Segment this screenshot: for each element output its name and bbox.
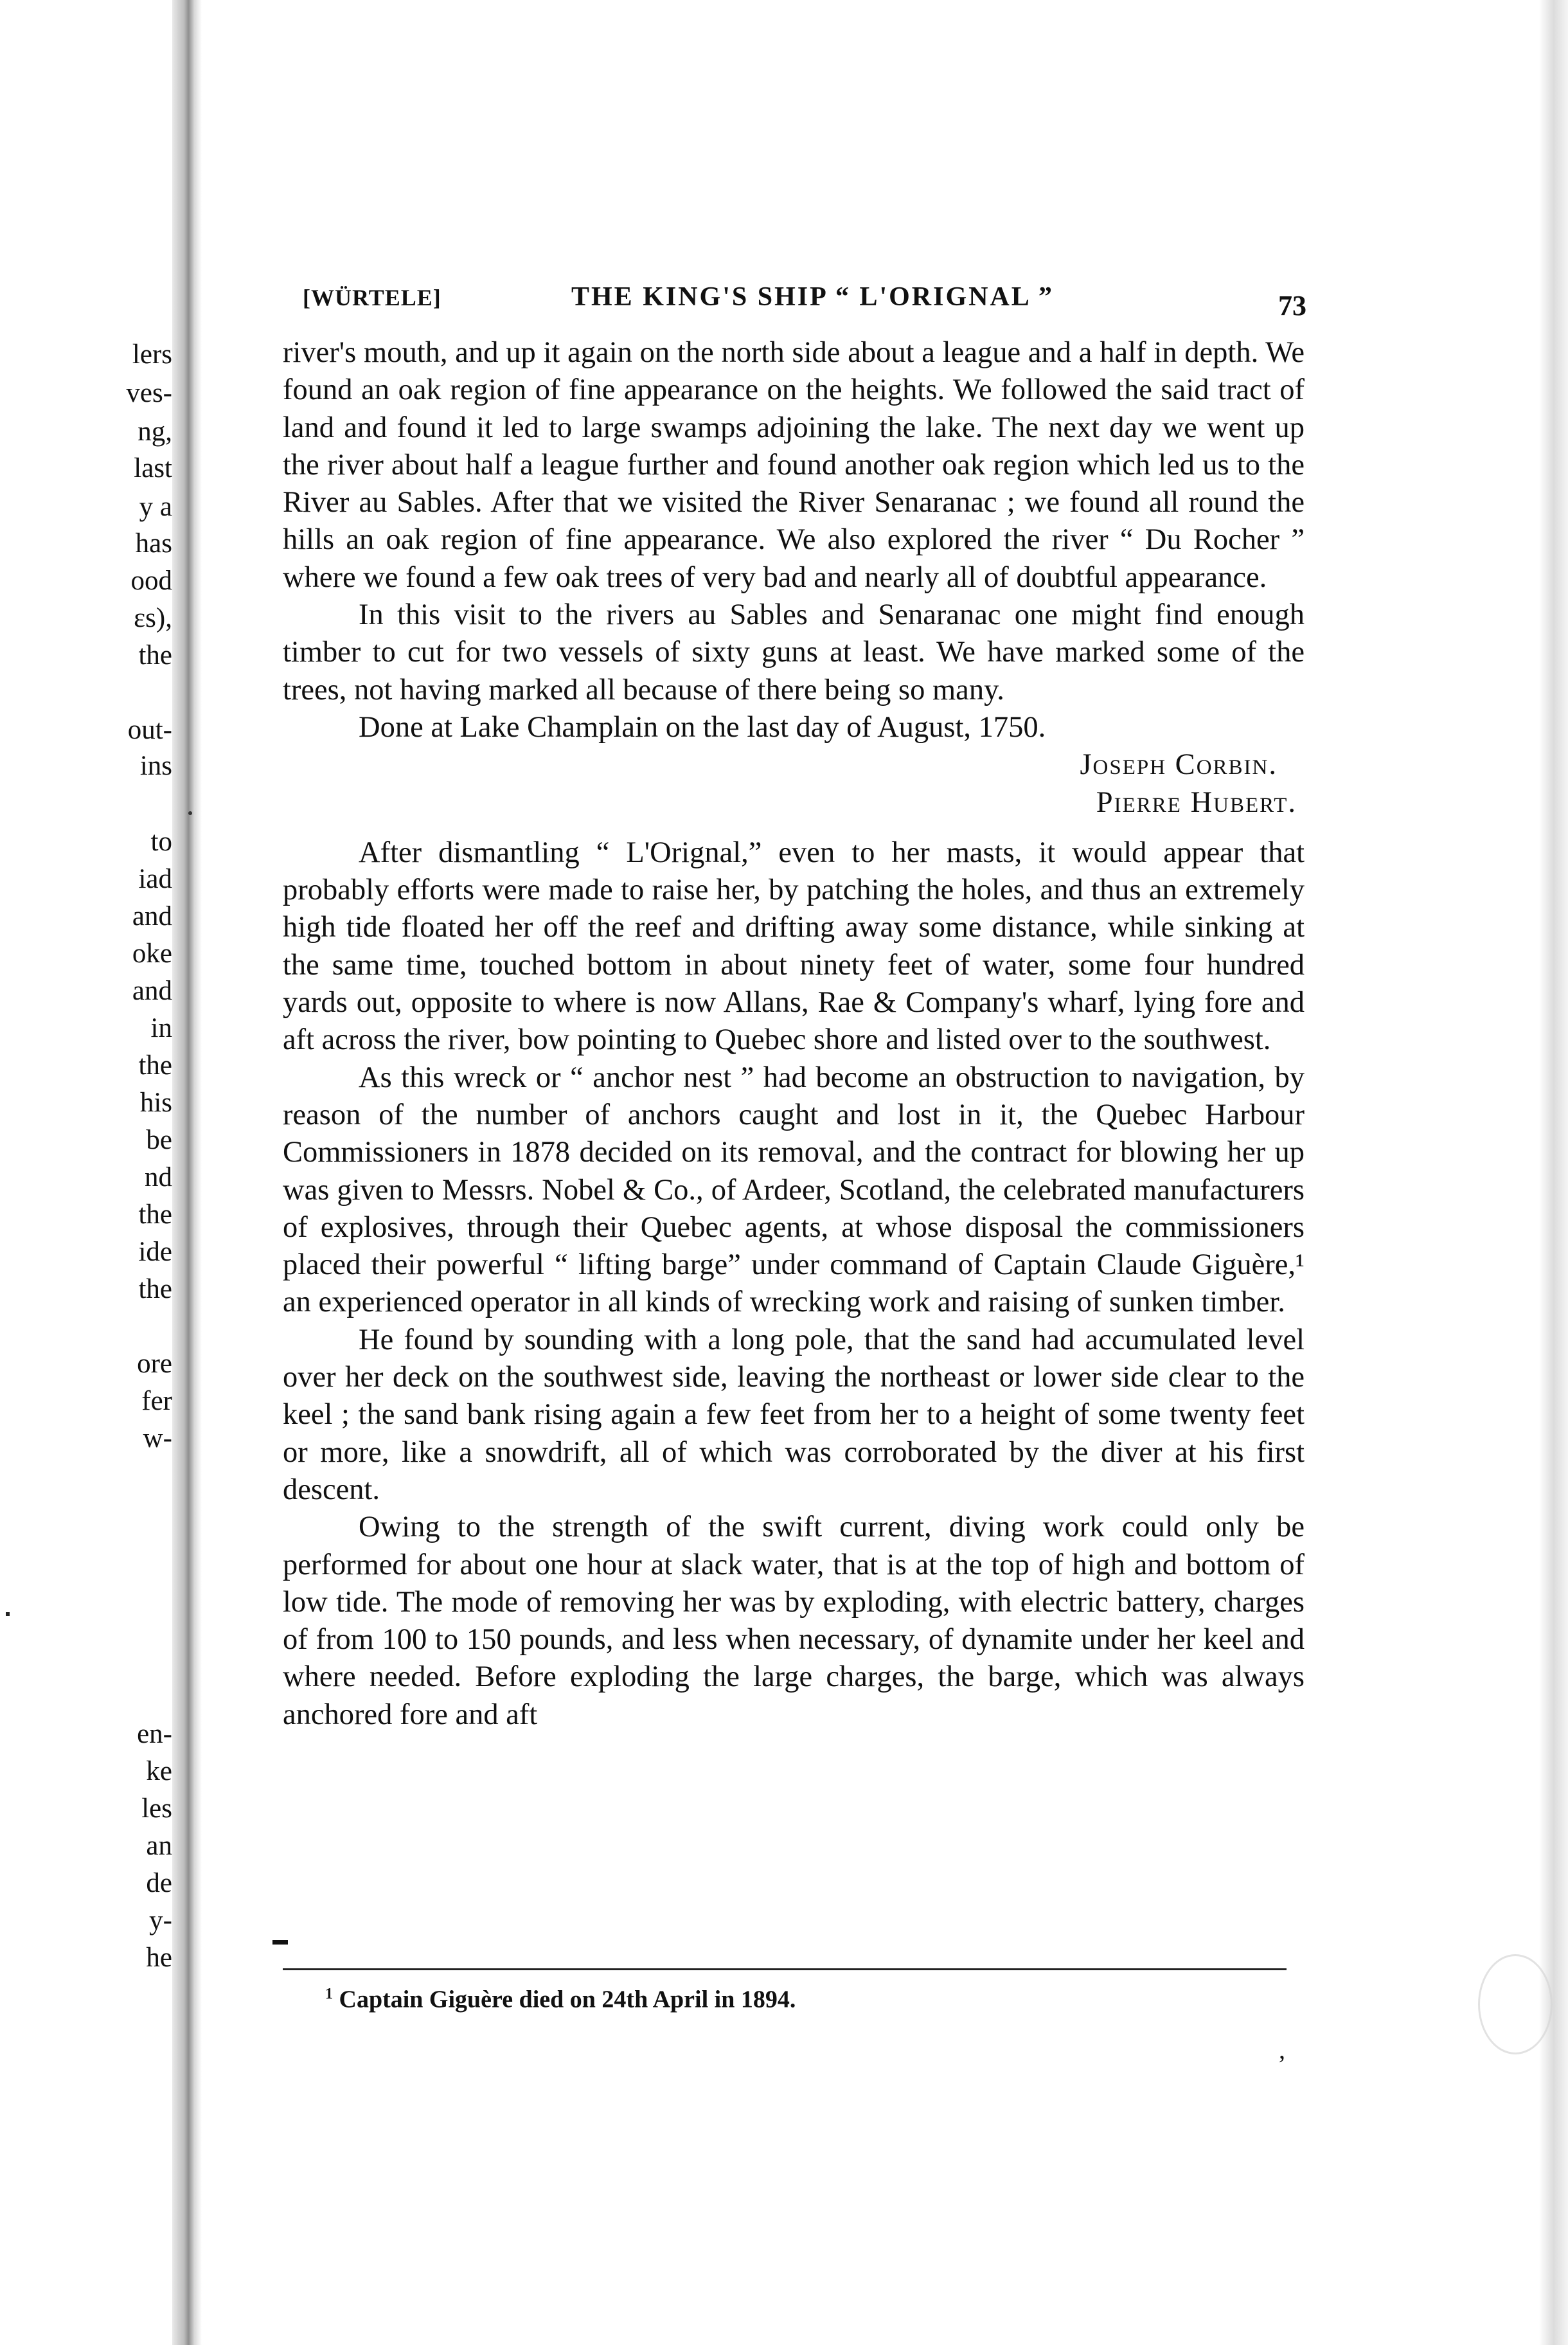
fragment-line: has xyxy=(135,528,172,559)
fragment-line: ke xyxy=(146,1756,172,1786)
fragment-line: y- xyxy=(149,1905,172,1936)
fragment-line: ng, xyxy=(138,417,172,447)
fragment-line: his xyxy=(139,1088,172,1118)
fragment-line: an xyxy=(146,1831,172,1861)
fragment-line: the xyxy=(138,640,172,670)
fragment-line: iad xyxy=(138,864,172,894)
fragment-line: be xyxy=(146,1125,172,1155)
paragraph-sounding: He found by sounding with a long pole, that the sand had accumulated level over her deck on the southwest side, leaving the northeast or lower side clear to the keel ; the sand bank rising again a few feet from her to a height of some twenty feet or more, like a snowdrift, all of which was corroborated by the diver at his first descent. xyxy=(283,1323,1305,1506)
fragment-line: y a xyxy=(139,492,172,522)
previous-page-fragment xyxy=(0,0,172,2345)
running-header-author: [WÜRTELE] xyxy=(303,285,441,310)
fragment-line: ɛs), xyxy=(134,603,172,633)
fragment-line: the xyxy=(138,1274,172,1304)
paragraph-continuation: river's mouth, and up it again on the north side about a league and a half in depth. We found an oak region of fine appearance on the heights. We followed the said tract of land and found it led to large swamps adjoining the lake. The next day we went up the river about half a league further and found another oak region which led us to the River au Sables. After that we visited the River Senaranac ; we found all round the hills an oak region of fine appearance. We also explored the river “ Du Rocher ” where we found a few oak trees of very bad and nearly all of doubtful appearance. xyxy=(283,336,1305,594)
footnote-rule xyxy=(283,1968,1287,1970)
page-gutter-shadow xyxy=(172,0,202,2345)
fragment-line: oke xyxy=(132,939,172,969)
paragraph-timber-estimate: In this visit to the rivers au Sables and Senaranac one might find enough timber to cut for two vessels of sixty guns at least. We have marked some of the trees, not having marked all because of there being so many. xyxy=(283,598,1305,706)
footnote-text: Captain Giguère died on 24th April in 1894. xyxy=(339,1986,796,2013)
fragment-line: nd xyxy=(145,1162,172,1192)
paragraph-diving-work: Owing to the strength of the swift current, diving work could only be performed for about one hour at slack water, that is at the top of high and bottom of low tide. The mode of removing her was by exploding, with electric battery, charges of from 100 to 150 pounds, and less when necessary, of dynamite under her keel and where needed. Before exploding the large charges, the barge, which was always anchored fore and aft xyxy=(283,1511,1305,1731)
fragment-line: the xyxy=(138,1199,172,1230)
fragment-line: out- xyxy=(127,715,172,745)
fragment-line: ide xyxy=(138,1237,172,1267)
running-header xyxy=(303,282,1306,321)
fragment-line: in xyxy=(150,1013,172,1043)
running-header-title: THE KING'S SHIP “ L'ORIGNAL ” xyxy=(571,282,1055,312)
dateline: Done at Lake Champlain on the last day of August, 1750. xyxy=(359,710,1046,744)
margin-tick xyxy=(272,1940,288,1945)
fragment-line: last xyxy=(134,453,172,483)
fragment-line: fer xyxy=(141,1386,172,1416)
fragment-line: ore xyxy=(137,1349,172,1379)
paragraph-dismantling: After dismantling “ L'Orignal,” even to her masts, it would appear that probably efforts were made to raise her, by patching the holes, and thus an extremely high tide floated her off the reef and drifting away some distance, while sinking at the same time, touched bottom in about ninety feet of water, some four hundred yards out, opposite to where is now Allans, Rae & Company's wharf, lying fore and aft across the river, bow pointing to Quebec shore and listed over to the southwest. xyxy=(283,836,1305,1057)
stray-mark: , xyxy=(1279,2035,1285,2064)
footnote xyxy=(325,1979,796,2015)
margin-mark xyxy=(6,1612,10,1616)
fragment-line: ood xyxy=(130,566,172,596)
margin-dot xyxy=(188,811,192,815)
page-body xyxy=(283,334,1305,1734)
fragment-line: de xyxy=(146,1868,172,1898)
signature-joseph-corbin: Joseph Corbin. xyxy=(1080,748,1278,782)
fragment-line: and xyxy=(132,901,172,931)
fragment-line: lers xyxy=(132,339,172,370)
page-number: 73 xyxy=(1278,290,1306,321)
faint-library-stamp xyxy=(1478,1954,1553,2054)
fragment-line: ves- xyxy=(126,378,172,408)
fragment-line: he xyxy=(146,1943,172,1973)
footnote-marker: 1 xyxy=(325,1986,333,2002)
fragment-line: les xyxy=(141,1793,172,1824)
paragraph-anchor-nest: As this wreck or “ anchor nest ” had become an obstruction to navigation, by reason of the number of anchors caught and lost in it, the Quebec Harbour Commissioners in 1878 decided on its removal, and the contract for blowing her up was given to Messrs. Nobel & Co., of Ardeer, Scotland, the celebrated manufacturers of explosives, through their Quebec agents, at whose disposal the commissioners placed their powerful “ lifting barge” under command of Captain Claude Giguère,¹ an experienced operator in all kinds of wrecking work and raising of sunken timber. xyxy=(283,1061,1305,1319)
fragment-line: w- xyxy=(143,1423,172,1453)
fragment-line: to xyxy=(150,827,172,857)
fragment-line: ins xyxy=(139,751,172,781)
signature-pierre-hubert: Pierre Hubert. xyxy=(1096,786,1297,819)
fragment-line: and xyxy=(132,976,172,1006)
fragment-line: the xyxy=(138,1050,172,1081)
fragment-line: en- xyxy=(137,1719,172,1749)
